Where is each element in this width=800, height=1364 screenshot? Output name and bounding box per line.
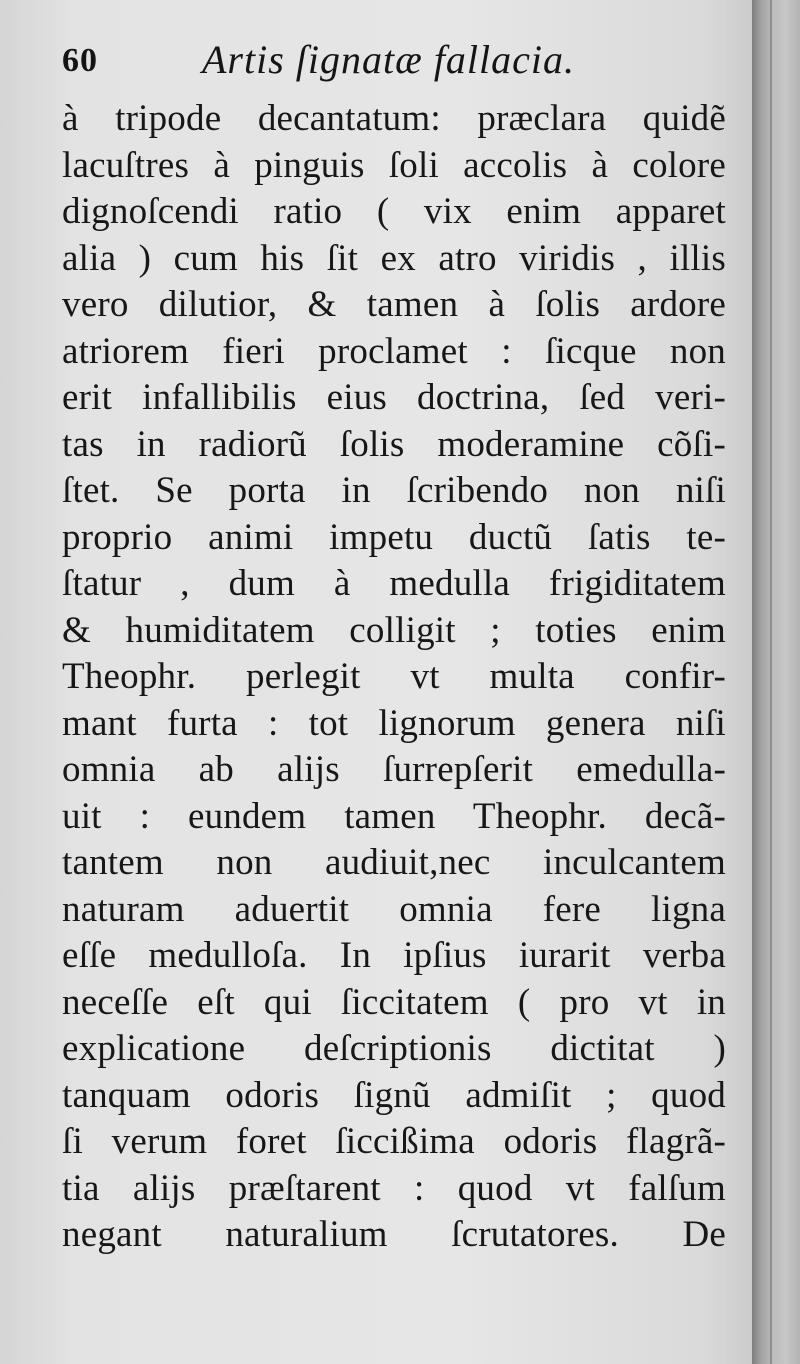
text-line: alia ) cum his ſit ex atro viridis , illis [62, 237, 726, 279]
text-line: ſtet. Se porta in ſcribendo non niſi [62, 470, 726, 511]
text-line: & humiditatem colligit ; toties enim [62, 609, 726, 651]
text-line: atriorem fieri proclamet : ſicque non [62, 330, 726, 372]
text-line: omnia ab alijs ſurrepſerit emedulla- [62, 749, 726, 790]
text-line: tantem non audiuit,nec inculcantem [62, 842, 726, 883]
text-line: erit infallibilis eius doctrina, ſed veri- [62, 377, 726, 418]
text-line: uit : eundem tamen Theophr. decã- [62, 795, 726, 837]
text-line: proprio animi impetu ductũ ſatis te- [62, 516, 726, 558]
book-gutter [752, 0, 800, 1364]
running-title: Artis ſignatæ fallacia. [202, 37, 576, 82]
page-header [62, 36, 722, 96]
body-text [62, 96, 726, 1259]
text-line: neceſſe eſt qui ſiccitatem ( pro vt in [62, 981, 726, 1023]
text-line: explicatione deſcriptionis dictitat ) [62, 1028, 726, 1069]
text-line: tas in radiorũ ſolis moderamine cõſi- [62, 423, 726, 465]
page-edge [770, 0, 772, 1364]
text-line: lacuſtres à pinguis ſoli accolis à colore [62, 144, 726, 186]
text-line: naturam aduertit omnia fere ligna [62, 888, 726, 930]
text-line: à tripode decantatum: præclara quidẽ [62, 98, 726, 139]
text-line: mant furta : tot lignorum genera niſi [62, 702, 726, 744]
text-line: tanquam odoris ſignũ admiſit ; quod [62, 1074, 726, 1116]
page-number: 60 [62, 42, 98, 79]
text-line: ſi verum foret ſiccißima odoris flagrã- [62, 1121, 726, 1162]
text-line: Theophr. perlegit vt multa confir- [62, 656, 726, 697]
text-line: tia alijs præſtarent : quod vt falſum [62, 1167, 726, 1209]
text-line: vero dilutior, & tamen à ſolis ardore [62, 284, 726, 325]
text-line: negant naturalium ſcrutatores. De [62, 1214, 726, 1255]
text-line: eſſe medulloſa. In ipſius iurarit verba [62, 935, 726, 976]
text-line: ſtatur , dum à medulla frigiditatem [62, 563, 726, 604]
text-line: dignoſcendi ratio ( vix enim apparet [62, 191, 726, 232]
